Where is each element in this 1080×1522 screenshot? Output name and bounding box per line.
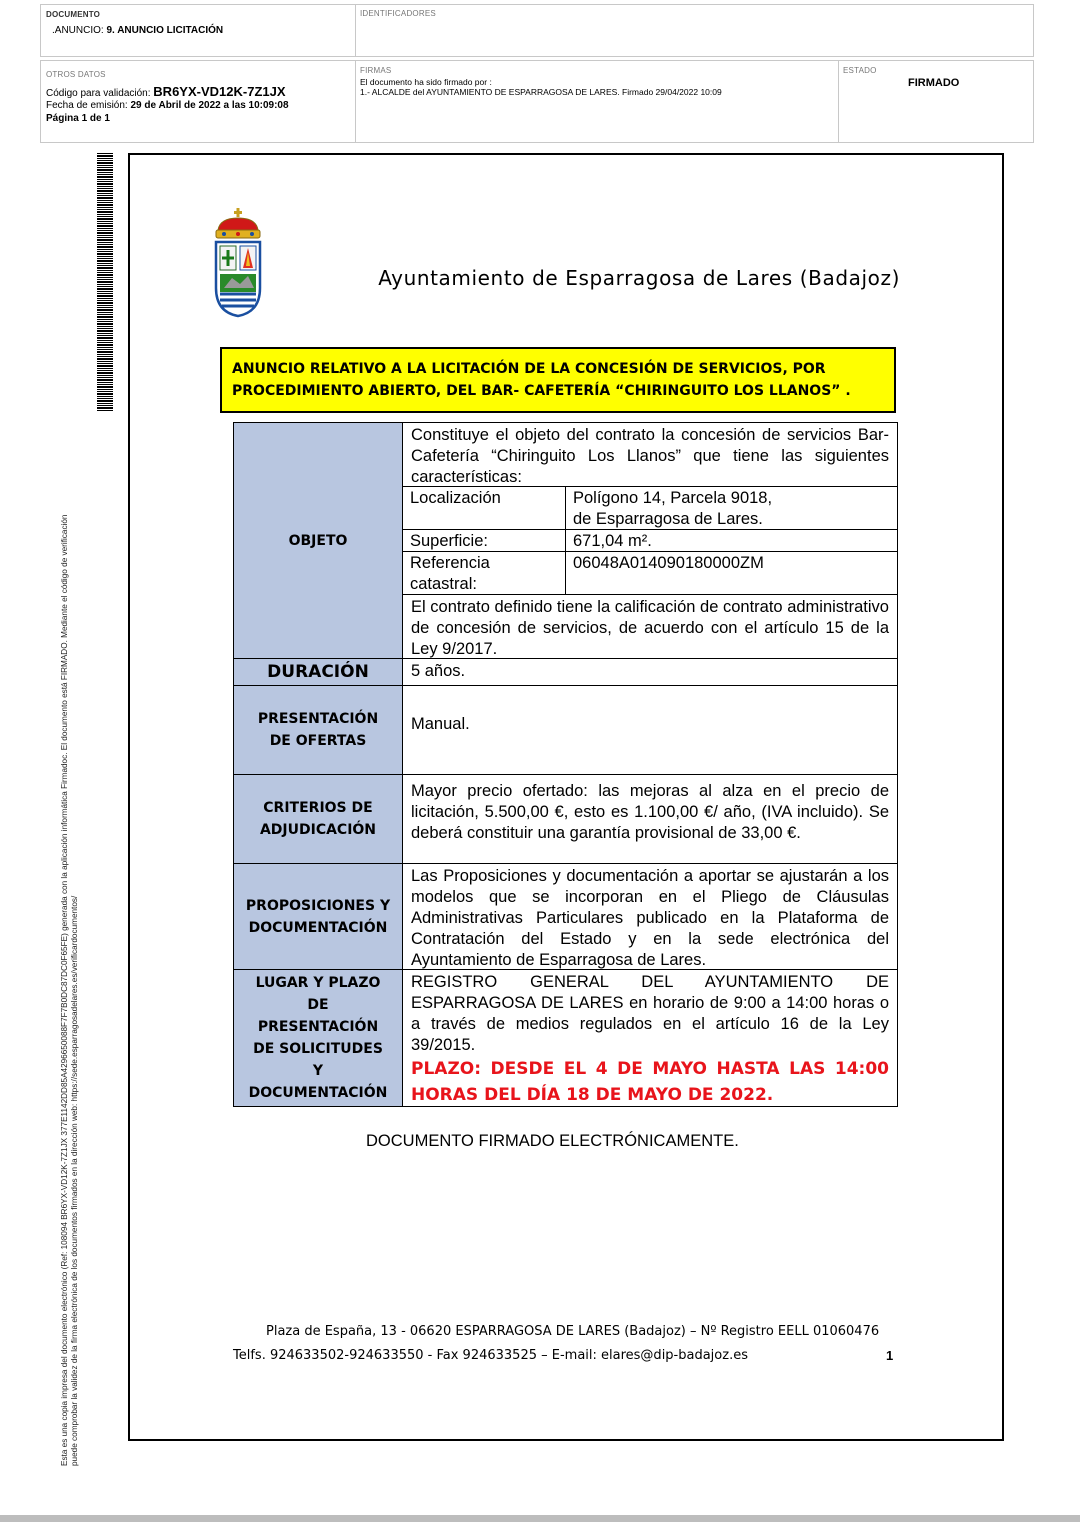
localizacion-label: Localización bbox=[410, 489, 501, 507]
documento-value bbox=[52, 25, 223, 36]
header-firmas-box bbox=[355, 60, 839, 143]
lugar-label-2: DE bbox=[307, 997, 329, 1013]
page-title: Ayuntamiento de Esparragosa de Lares (Badajoz) bbox=[378, 266, 900, 290]
otros-datos-label: OTROS DATOS bbox=[46, 70, 106, 79]
verification-barcode bbox=[97, 153, 113, 411]
presentacion-label-2: DE OFERTAS bbox=[269, 733, 367, 749]
codigo-validacion bbox=[46, 84, 286, 99]
superficie-value: 671,04 m². bbox=[573, 532, 652, 550]
lugar-label-4: DE SOLICITUDES bbox=[253, 1041, 383, 1057]
header-identificadores-box bbox=[355, 4, 1034, 57]
superficie-label: Superficie: bbox=[410, 532, 488, 550]
fecha-emision bbox=[46, 100, 289, 111]
presentacion-value: Manual. bbox=[402, 685, 898, 775]
coat-of-arms-icon bbox=[210, 208, 266, 318]
documento-prefix: .ANUNCIO: bbox=[52, 25, 107, 36]
announcement-banner: ANUNCIO RELATIVO A LA LICITACIÓN DE LA CONCESIÓN DE SERVICIOS, POR PROCEDIMIENTO ABIERTO, DEL BAR- CAFETERÍA “CHIRINGUITO LOS LLANOS” . bbox=[220, 347, 896, 413]
criterios-label-1: CRITERIOS DE bbox=[263, 800, 373, 816]
criterios-value: Mayor precio ofertado: las mejoras al alza en el precio de licitación, 5.500,00 €, esto es 1.100,00 €/ año, (IVA incluido). Se deberá constituir una garantía provisional de 33,00 €. bbox=[402, 774, 898, 864]
lugar-label-6: DOCUMENTACIÓN bbox=[248, 1085, 388, 1101]
proposiciones-value: Las Proposiciones y documentación a aportar se ajustarán a los modelos que se incorporan en el Pliego de Cláusulas Administrativas Particulares publicado en la Plataforma de Contratación del Estado y en la sede electrónica del Ayuntamiento de Esparragosa de Lares. bbox=[402, 863, 898, 970]
estado-label: ESTADO bbox=[843, 66, 877, 75]
objeto-inner-divider bbox=[565, 486, 566, 595]
footer-address: Plaza de España, 13 - 06620 ESPARRAGOSA DE LARES (Badajoz) – Nº Registro EELL 01060476 bbox=[266, 1324, 880, 1339]
side-verification-text-1: Esta es una copia impresa del documento electrónico (Ref: 108094 BR6YX-VD12K-7Z1JX 377E1142DD85A4296650088F7F7B0DC87DC0F65FE) generada con la aplicación informática Firmadoc. El documento está FIRMADO. Mediante el código de verificación bbox=[60, 514, 69, 1466]
localizacion-value-1: Polígono 14, Parcela 9018, bbox=[573, 489, 773, 507]
duracion-value: 5 años. bbox=[402, 658, 898, 686]
objeto-label: OBJETO bbox=[233, 422, 403, 659]
criterios-label bbox=[233, 774, 403, 864]
lugar-value: REGISTRO GENERAL DEL AYUNTAMIENTO DE ESPARRAGOSA DE LARES en horario de 9:00 a 14:00 horas o a través de medios regulados en el artículo 16 de la Ley 39/2015. bbox=[411, 973, 889, 1054]
codigo-label: Código para validación: bbox=[46, 88, 154, 99]
footer-contact: Telfs. 924633502-924633550 - Fax 924633525 – E-mail: elares@dip-badajoz.es bbox=[233, 1348, 748, 1363]
plazo-value: PLAZO: DESDE EL 4 DE MAYO HASTA LAS 14:00 HORAS DEL DÍA 18 DE MAYO DE 2022. bbox=[411, 1059, 889, 1105]
criterios-label-2: ADJUDICACIÓN bbox=[259, 822, 377, 838]
firmas-label: FIRMAS bbox=[360, 66, 392, 75]
lugar-label bbox=[233, 969, 403, 1107]
lugar-cell bbox=[402, 969, 898, 1107]
side-verification-text-2: puede comprobar la validez de la firma electrónica de los documentos firmados en la dirección web: https://sede.esparragosadelares.es/verificardocumentos/ bbox=[70, 895, 79, 1466]
documento-name: 9. ANUNCIO LICITACIÓN bbox=[106, 25, 224, 36]
fecha-label: Fecha de emisión: bbox=[46, 100, 131, 111]
referencia-label-1: Referencia bbox=[410, 554, 490, 572]
objeto-intro: Constituye el objeto del contrato la concesión de servicios Bar-Cafetería “Chiringuito Los Llanos” que tiene las siguientes características: bbox=[402, 422, 898, 487]
page-number: 1 bbox=[886, 1348, 894, 1363]
lugar-label-5: Y bbox=[312, 1063, 324, 1079]
pagina-info: Página 1 de 1 bbox=[46, 113, 110, 124]
documento-label: DOCUMENTO bbox=[46, 10, 101, 19]
firmas-line1: El documento ha sido firmado por : bbox=[360, 77, 492, 87]
lugar-label-1: LUGAR Y PLAZO bbox=[255, 975, 381, 991]
presentacion-label bbox=[233, 685, 403, 775]
proposiciones-label-1: PROPOSICIONES Y bbox=[245, 897, 391, 914]
lugar-label-3: PRESENTACIÓN bbox=[257, 1019, 379, 1035]
identificadores-label: IDENTIFICADORES bbox=[360, 9, 436, 18]
referencia-value: 06048A014090180000ZM bbox=[573, 554, 764, 572]
codigo-value: BR6YX-VD12K-7Z1JX bbox=[153, 84, 286, 99]
objeto-calificacion: El contrato definido tiene la calificación de contrato administrativo de concesión de servicios, de acuerdo con el artículo 15 de la Ley 9/2017. bbox=[402, 594, 898, 659]
signed-notice: DOCUMENTO FIRMADO ELECTRÓNICAMENTE. bbox=[366, 1132, 739, 1150]
estado-value: FIRMADO bbox=[908, 77, 960, 89]
referencia-label-2: catastral: bbox=[410, 575, 477, 593]
proposiciones-label bbox=[233, 863, 403, 970]
duracion-label: DURACIÓN bbox=[233, 658, 403, 686]
proposiciones-label-2: DOCUMENTACIÓN bbox=[248, 919, 388, 936]
bottom-strip bbox=[0, 1515, 1080, 1522]
fecha-value: 29 de Abril de 2022 a las 10:09:08 bbox=[130, 100, 289, 111]
localizacion-value-2: de Esparragosa de Lares. bbox=[573, 510, 763, 528]
firmas-line2: 1.- ALCALDE del AYUNTAMIENTO DE ESPARRAGOSA DE LARES. Firmado 29/04/2022 10:09 bbox=[360, 87, 722, 97]
presentacion-label-1: PRESENTACIÓN bbox=[257, 711, 379, 727]
